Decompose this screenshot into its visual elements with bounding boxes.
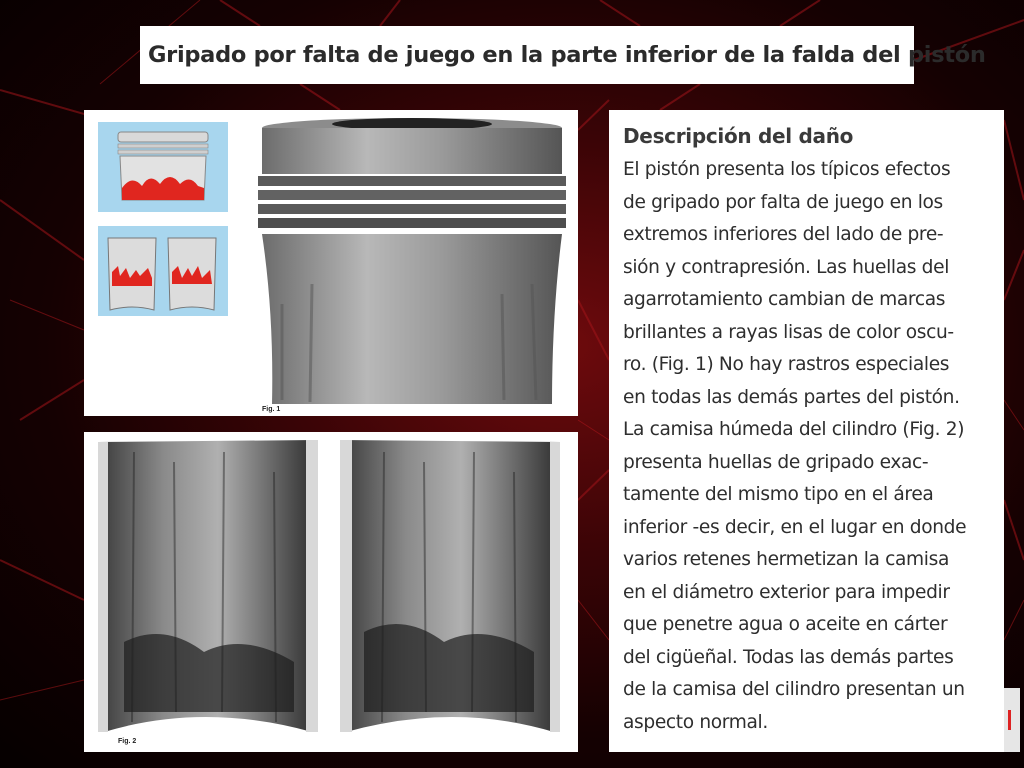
description-line: La camisa húmeda del cilindro (Fig. 2) bbox=[623, 419, 965, 440]
description-line: del cigüeñal. Todas las demás partes bbox=[623, 646, 954, 668]
description-line: en todas las demás partes del pistón. bbox=[623, 386, 960, 408]
piston-photo bbox=[252, 114, 572, 406]
cylinder-liner-schematic bbox=[98, 226, 228, 316]
description-heading: Descripción del daño bbox=[623, 124, 854, 148]
description-line: El pistón presenta los típicos efectos bbox=[623, 159, 951, 180]
damage-description-box bbox=[609, 110, 1004, 752]
description-line: inferior -es decir, en el lugar en donde bbox=[623, 516, 967, 538]
description-line: de la camisa del cilindro presentan un bbox=[623, 679, 965, 700]
description-line: que penetre agua o aceite en cárter bbox=[623, 614, 948, 635]
figure-1-label: Fig. 1 bbox=[262, 406, 281, 413]
description-line: de gripado por falta de juego en los bbox=[623, 191, 943, 213]
description-line: sión y contrapresión. Las huellas del bbox=[623, 256, 950, 278]
piston-damage-diagram-icon bbox=[98, 122, 228, 212]
piston-schematic bbox=[98, 122, 228, 212]
nav-marker-icon bbox=[1008, 710, 1011, 730]
cylinder-liner-photo bbox=[84, 432, 578, 752]
slide-title-box bbox=[140, 26, 986, 84]
description-line: ro. (Fig. 1) No hay rastros especiales bbox=[623, 354, 950, 375]
description-line: extremos inferiores del lado de pre- bbox=[623, 224, 944, 245]
description-line: brillantes a rayas lisas de color oscu- bbox=[623, 321, 954, 343]
description-line: presenta huellas de gripado exac- bbox=[623, 451, 929, 473]
description-line: agarrotamiento cambian de marcas bbox=[623, 289, 946, 310]
description-line: varios retenes hermetizan la camisa bbox=[623, 549, 950, 570]
figure-1-panel bbox=[84, 110, 578, 416]
liner-damage-diagram-icon bbox=[98, 226, 228, 316]
figure-2-panel bbox=[84, 432, 578, 752]
figure-2-label: Fig. 2 bbox=[118, 738, 137, 745]
description-line: aspecto normal. bbox=[623, 711, 768, 733]
description-body bbox=[623, 154, 998, 739]
description-line: tamente del mismo tipo en el área bbox=[623, 484, 934, 505]
slide-nav-tab[interactable] bbox=[1004, 688, 1020, 752]
description-line: en el diámetro exterior para impedir bbox=[623, 581, 950, 603]
slide-title: Gripado por falta de juego en la parte inferior de la falda del pistón bbox=[148, 42, 986, 68]
